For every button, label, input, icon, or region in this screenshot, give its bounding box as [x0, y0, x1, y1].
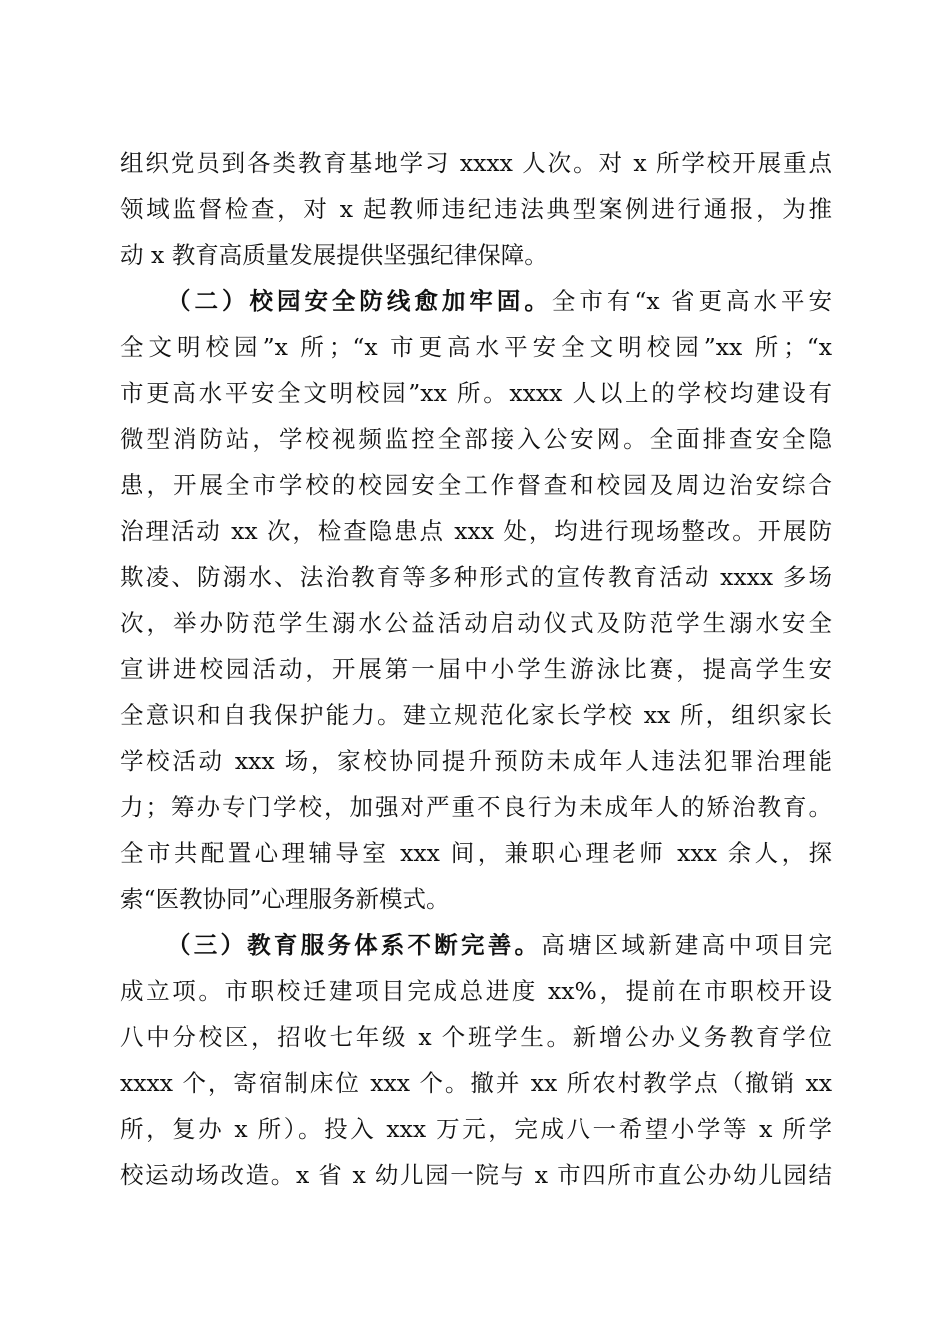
text-line: 组织党员到各类教育基地学习 xxxx 人次。对 x 所学校开展重点 — [120, 149, 832, 177]
document-body — [120, 140, 832, 1198]
text-line: 领域监督检查，对 x 起教师违纪违法典型案例进行通报，为推 — [120, 195, 832, 223]
text-line: 学校活动 xxx 场，家校协同提升预防未成年人违法犯罪治理能 — [120, 747, 832, 775]
text-line: 成立项。市职校迁建项目完成总进度 xx%，提前在市职校开设 — [120, 977, 832, 1005]
text-line: 欺凌、防溺水、法治教育等多种形式的宣传教育活动 xxxx 多场 — [120, 563, 832, 591]
text-line: 患，开展全市学校的校园安全工作督查和校园及周边治安综合 — [120, 471, 832, 499]
text-line: 全意识和自我保护能力。建立规范化家长学校 xx 所，组织家长 — [120, 701, 832, 729]
text-line: 微型消防站，学校视频监控全部接入公安网。全面排查安全隐 — [120, 425, 832, 453]
text-line: 治理活动 xx 次，检查隐患点 xxx 处，均进行现场整改。开展防 — [120, 517, 832, 545]
text-line: 校运动场改造。x 省 x 幼儿园一院与 x 市四所市直公办幼儿园结 — [120, 1161, 832, 1189]
text-line: 全文明校园”x 所；“x 市更高水平安全文明校园”xx 所；“x — [120, 333, 832, 361]
text-line: 力；筹办专门学校，加强对严重不良行为未成年人的矫治教育。 — [120, 793, 832, 821]
text-line: 八中分校区，招收七年级 x 个班学生。新增公办义务教育学位 — [120, 1023, 832, 1051]
text-line: 全市共配置心理辅导室 xxx 间，兼职心理老师 xxx 余人，探 — [120, 839, 832, 867]
section-heading-3: （三）教育服务体系不断完善。 — [167, 931, 542, 959]
text-line: 所，复办 x 所）。投入 xxx 万元，完成八一希望小学等 x 所学 — [120, 1115, 832, 1143]
section-heading-2: （二）校园安全防线愈加牢固。 — [167, 287, 552, 315]
text-span: 高塘区域新建高中项目完 — [541, 931, 833, 959]
text-span: 全市有“x 省更高水平安 — [551, 287, 832, 315]
text-line: 宣讲进校园活动，开展第一届中小学生游泳比赛，提高学生安 — [120, 655, 832, 683]
text-line: 索“医教协同”心理服务新模式。 — [120, 885, 450, 913]
text-line: 次，举办防范学生溺水公益活动启动仪式及防范学生溺水安全 — [120, 609, 832, 637]
text-line: 市更高水平安全文明校园”xx 所。xxxx 人以上的学校均建设有 — [120, 379, 832, 407]
paragraph-first-line — [120, 922, 832, 968]
text-line: 动 x 教育高质量发展提供坚强纪律保障。 — [120, 241, 548, 269]
paragraph-first-line — [120, 278, 832, 324]
text-line: xxxx 个，寄宿制床位 xxx 个。撤并 xx 所农村教学点（撤销 xx — [120, 1069, 832, 1097]
